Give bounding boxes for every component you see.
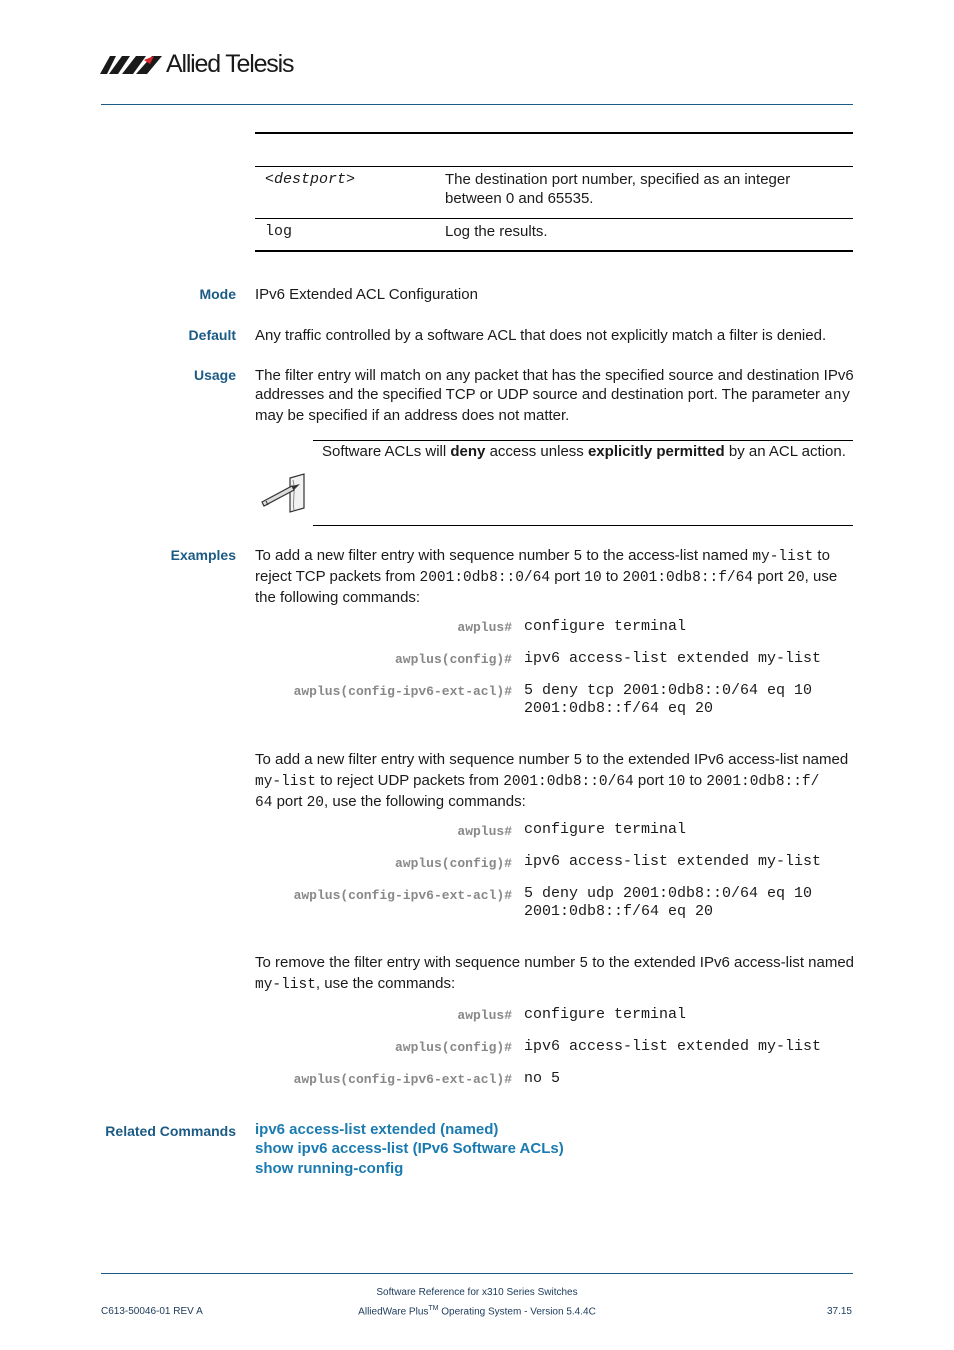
- logo-mark-icon: [100, 50, 164, 76]
- note-part1: Software ACLs will: [322, 443, 447, 460]
- table-param-log: log: [265, 223, 293, 240]
- default-label: Default: [188, 327, 236, 343]
- usage-text-part2: may be specified if an address does not matter.: [255, 407, 570, 424]
- example2-part2: to the extended IPv6 access-list named: [586, 751, 849, 768]
- example1-cmd-3: 5 deny tcp 2001:0db8::0/64 eq 10 2001:0db8::f/64 eq 20: [524, 682, 813, 717]
- footer-os-suffix: Operating System - Version 5.4.4C: [441, 1306, 596, 1318]
- note-part3: by an ACL action.: [728, 443, 846, 460]
- table-header-rule: [255, 166, 853, 167]
- table-desc-log: Log the results.: [445, 223, 548, 240]
- table-bottom-rule: [255, 250, 853, 252]
- example1-srcport: 10: [584, 570, 602, 586]
- logo-text: Allied Telesis: [166, 50, 294, 78]
- table-top-rule: [255, 132, 853, 134]
- example1-prompt-3: awplus(config-ipv6-ext-acl)#: [293, 684, 512, 699]
- examples-label: Examples: [170, 547, 236, 563]
- example3-cmd-1: configure terminal: [524, 1006, 687, 1023]
- example2-cmd-1: configure terminal: [524, 821, 687, 838]
- example2-prompt-3: awplus(config-ipv6-ext-acl)#: [293, 888, 512, 903]
- footer-rule: [101, 1273, 853, 1274]
- example2-part6: port: [276, 793, 303, 810]
- table-row-rule: [255, 218, 853, 219]
- example1-prompt-2: awplus(config)#: [394, 652, 512, 667]
- footer-title: Software Reference for x310 Series Switches: [376, 1287, 578, 1298]
- example3-part1: To remove the filter entry with sequence number: [255, 954, 576, 971]
- example2-dst-b: 64: [255, 795, 273, 811]
- example1-part3: to reject TCP packets from: [255, 547, 830, 585]
- example1-part1: To add a new filter entry with sequence number: [255, 547, 570, 564]
- note-text: [322, 443, 846, 460]
- example1-src: 2001:0db8::0/64: [419, 570, 551, 586]
- usage-text-part1: The filter entry will match on any packet that has the specified source and destination IPv6 addresses and the specified TCP or UDP source and destination port. The parameter: [255, 367, 854, 403]
- example2-part1: To add a new filter entry with sequence number: [255, 751, 570, 768]
- note-bold-permitted: explicitly permitted: [587, 443, 725, 460]
- example1-seq: 5: [573, 549, 583, 565]
- footer-doc-id: C613-50046-01 REV A: [101, 1306, 203, 1317]
- allied-telesis-logo: [100, 50, 294, 81]
- footer-os-line: [0, 1305, 954, 1317]
- example1-cmd-2: ipv6 access-list extended my-list: [524, 650, 822, 667]
- example2-seq: 5: [573, 753, 583, 769]
- example1-dst: 2001:0db8::f/64: [622, 570, 754, 586]
- example3-prompt-2: awplus(config)#: [394, 1040, 512, 1055]
- example3-part2: to the extended IPv6 access-list named: [592, 954, 855, 971]
- example2-part4: port: [637, 772, 664, 789]
- example2-srcport: 10: [667, 774, 686, 790]
- example1-part7: , use the following commands:: [255, 568, 838, 606]
- note-part2: access unless: [489, 443, 584, 460]
- example1-part4: port: [554, 568, 581, 585]
- example1-part5: to: [605, 568, 619, 585]
- example2-dstport: 20: [306, 795, 325, 811]
- footer-os-prefix: AlliedWare Plus: [358, 1306, 429, 1318]
- table-desc-destport: The destination port number, specified as an integer between 0 and 65535.: [445, 171, 791, 207]
- usage-code-any: any: [824, 388, 851, 404]
- example2-part5: to: [689, 772, 703, 789]
- example2-dst-a: 2001:0db8::f/: [706, 774, 820, 790]
- example1-dstport: 20: [787, 570, 805, 586]
- note-bold-deny: deny: [450, 443, 486, 460]
- example2-part7: , use the following commands:: [324, 793, 526, 810]
- table-param-destport: <destport>: [265, 171, 356, 188]
- example1-text: [255, 546, 855, 607]
- example3-listname: my-list: [255, 977, 316, 993]
- usage-label: Usage: [193, 367, 236, 383]
- example2-cmd-2: ipv6 access-list extended my-list: [524, 853, 822, 870]
- default-text: Any traffic controlled by a software ACL that does not explicitly match a filter is denied.: [255, 327, 827, 344]
- mode-text: IPv6 Extended ACL Configuration: [255, 286, 478, 303]
- example3-text: [255, 953, 855, 995]
- example3-prompt-3: awplus(config-ipv6-ext-acl)#: [293, 1072, 512, 1087]
- example2-part3: to reject UDP packets from: [320, 772, 500, 789]
- example1-part6: port: [757, 568, 784, 585]
- example3-cmd-2: ipv6 access-list extended my-list: [524, 1038, 822, 1055]
- note-bottom-rule: [313, 525, 853, 526]
- example2-prompt-2: awplus(config)#: [394, 856, 512, 871]
- example2-text: [255, 750, 855, 813]
- note-top-rule: [313, 440, 853, 441]
- example2-listname: my-list: [255, 774, 316, 790]
- example3-seq: 5: [579, 956, 589, 972]
- footer-trademark: TM: [428, 1305, 439, 1312]
- link-show-running-config[interactable]: show running-config: [255, 1160, 404, 1177]
- related-commands-label: Related Commands: [105, 1123, 236, 1139]
- usage-text: [255, 366, 855, 425]
- example3-prompt-1: awplus#: [457, 1008, 512, 1023]
- example1-part2: to the access-list named: [586, 547, 749, 564]
- header-rule: [101, 104, 853, 105]
- example1-listname: my-list: [752, 549, 814, 565]
- link-show-ipv6-access-list[interactable]: show ipv6 access-list (IPv6 Software ACLs): [255, 1140, 564, 1157]
- example3-part3: , use the commands:: [315, 975, 456, 992]
- example1-cmd-1: configure terminal: [524, 618, 687, 635]
- example1-prompt-1: awplus#: [457, 620, 512, 635]
- pen-paper-icon: [260, 472, 308, 519]
- link-ipv6-access-list-extended-named[interactable]: ipv6 access-list extended (named): [255, 1121, 499, 1138]
- example2-src: 2001:0db8::0/64: [503, 774, 634, 790]
- footer-page-number: 37.15: [826, 1306, 852, 1317]
- mode-label: Mode: [199, 286, 236, 302]
- example2-prompt-1: awplus#: [457, 824, 512, 839]
- example3-cmd-3: no 5: [524, 1070, 561, 1087]
- example2-cmd-3: 5 deny udp 2001:0db8::0/64 eq 10 2001:0db8::f/64 eq 20: [524, 885, 813, 920]
